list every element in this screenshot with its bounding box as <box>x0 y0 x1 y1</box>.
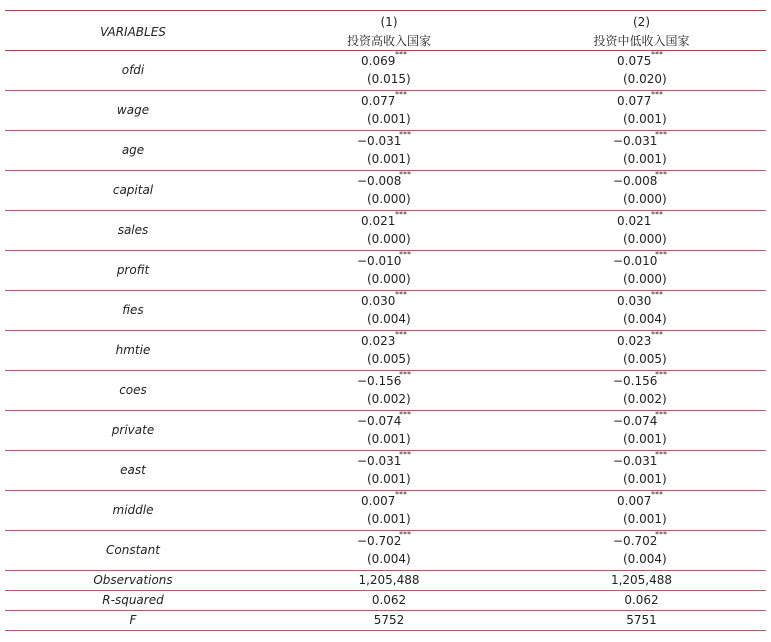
coefficient: −0.010 <box>613 254 658 268</box>
table-row <box>5 490 766 530</box>
col2-cell <box>517 130 766 170</box>
stat-value: 0.062 <box>371 593 407 607</box>
stat-row <box>5 590 766 610</box>
significance-stars: *** <box>655 130 667 139</box>
standard-error: (0.004) <box>367 552 411 566</box>
coefficient: 0.075 <box>617 54 652 68</box>
standard-error: (0.002) <box>623 392 667 406</box>
col2-cell <box>517 330 766 370</box>
significance-stars: *** <box>655 170 667 179</box>
standard-error: (0.005) <box>623 352 667 366</box>
standard-error: (0.001) <box>623 432 667 446</box>
significance-stars: *** <box>399 250 411 259</box>
coefficient: −0.074 <box>613 414 658 428</box>
stat-name: Observations <box>93 573 173 587</box>
standard-error: (0.001) <box>367 432 411 446</box>
standard-error: (0.015) <box>367 72 411 86</box>
col1-cell <box>261 50 517 90</box>
standard-error: (0.001) <box>367 112 411 126</box>
col1-cell <box>261 450 517 490</box>
significance-stars: *** <box>395 50 407 59</box>
col1-title: 投资高收入国家 <box>346 34 431 48</box>
variable-name: sales <box>117 223 149 237</box>
col1-cell <box>261 170 517 210</box>
significance-stars: *** <box>651 50 663 59</box>
significance-stars: *** <box>395 330 407 339</box>
standard-error: (0.002) <box>367 392 411 406</box>
coefficient: 0.021 <box>617 214 652 228</box>
variable-name: ofdi <box>121 63 145 77</box>
col1-cell <box>261 490 517 530</box>
significance-stars: *** <box>655 530 667 539</box>
coefficient: −0.010 <box>357 254 402 268</box>
col2-cell <box>517 50 766 90</box>
stat-row <box>5 610 766 630</box>
standard-error: (0.000) <box>367 272 411 286</box>
standard-error: (0.001) <box>367 152 411 166</box>
table-row <box>5 210 766 250</box>
col1-cell <box>261 210 517 250</box>
col1-cell <box>261 530 517 570</box>
coefficient: 0.023 <box>617 334 652 348</box>
stat-value: 5751 <box>626 613 657 627</box>
table-row <box>5 290 766 330</box>
significance-stars: *** <box>655 250 667 259</box>
stat-row <box>5 570 766 590</box>
col2-cell <box>517 370 766 410</box>
significance-stars: *** <box>399 370 411 379</box>
col2-cell <box>517 90 766 130</box>
col1-cell <box>261 90 517 130</box>
stat-name: R-squared <box>102 593 164 607</box>
significance-stars: *** <box>655 450 667 459</box>
col1-cell <box>261 130 517 170</box>
significance-stars: *** <box>655 410 667 419</box>
significance-stars: *** <box>395 490 407 499</box>
col1-stat-cell <box>261 590 517 610</box>
coefficient: −0.156 <box>613 374 658 388</box>
col2-stat-cell <box>517 590 766 610</box>
col1-stat-cell <box>261 610 517 630</box>
coefficient: −0.031 <box>357 454 402 468</box>
col1-cell <box>261 410 517 450</box>
standard-error: (0.000) <box>367 232 411 246</box>
standard-error: (0.001) <box>623 152 667 166</box>
coefficient: 0.077 <box>361 94 396 108</box>
coefficient: −0.031 <box>357 134 402 148</box>
col1-stat-cell <box>261 570 517 590</box>
variable-name: profit <box>116 263 150 277</box>
variables-header: VARIABLES <box>100 25 166 39</box>
col2-title: 投资中低收入国家 <box>593 34 690 48</box>
stat-value: 1,205,488 <box>358 573 420 587</box>
stat-value: 0.062 <box>624 593 659 607</box>
significance-stars: *** <box>399 130 411 139</box>
table-row <box>5 250 766 290</box>
standard-error: (0.004) <box>623 312 667 326</box>
col2-cell <box>517 250 766 290</box>
coefficient: −0.702 <box>613 534 658 548</box>
significance-stars: *** <box>651 90 663 99</box>
coefficient: −0.702 <box>357 534 402 548</box>
table-row <box>5 530 766 570</box>
coefficient: −0.031 <box>613 454 658 468</box>
table-row <box>5 410 766 450</box>
col2-cell <box>517 290 766 330</box>
table-row <box>5 50 766 90</box>
coefficient: 0.069 <box>361 54 396 68</box>
coefficient: −0.031 <box>613 134 658 148</box>
standard-error: (0.000) <box>623 232 667 246</box>
coefficient: −0.156 <box>357 374 402 388</box>
stat-value: 1,205,488 <box>610 573 673 587</box>
significance-stars: *** <box>399 530 411 539</box>
significance-stars: *** <box>655 370 667 379</box>
stat-name: F <box>129 613 137 627</box>
col1-cell <box>261 290 517 330</box>
coefficient: −0.008 <box>613 174 658 188</box>
table-row <box>5 130 766 170</box>
standard-error: (0.001) <box>623 112 667 126</box>
col1-cell <box>261 370 517 410</box>
variable-name: coes <box>119 383 147 397</box>
standard-error: (0.000) <box>623 192 667 206</box>
coefficient: 0.077 <box>617 94 652 108</box>
table-row <box>5 90 766 130</box>
col2-stat-cell <box>517 570 766 590</box>
col2-cell <box>517 490 766 530</box>
col2-header <box>517 10 766 50</box>
col1-cell <box>261 250 517 290</box>
standard-error: (0.004) <box>367 312 411 326</box>
col2-cell <box>517 530 766 570</box>
col2-cell <box>517 170 766 210</box>
variable-name: fies <box>122 303 144 317</box>
standard-error: (0.000) <box>623 272 667 286</box>
coefficient: 0.007 <box>617 494 652 508</box>
col2-cell <box>517 450 766 490</box>
coefficient: 0.030 <box>617 294 652 308</box>
variable-name: capital <box>112 183 154 197</box>
standard-error: (0.000) <box>367 192 411 206</box>
variable-name: Constant <box>106 543 160 557</box>
significance-stars: *** <box>395 290 407 299</box>
significance-stars: *** <box>399 170 411 179</box>
coefficient: 0.021 <box>361 214 396 228</box>
variable-name: hmtie <box>115 343 151 357</box>
table-row <box>5 170 766 210</box>
col2-cell <box>517 410 766 450</box>
coefficient: 0.023 <box>361 334 396 348</box>
col1-cell <box>261 330 517 370</box>
significance-stars: *** <box>651 330 663 339</box>
stat-value: 5752 <box>373 613 405 627</box>
table-row <box>5 450 766 490</box>
standard-error: (0.001) <box>623 472 667 486</box>
coefficient: 0.007 <box>361 494 396 508</box>
standard-error: (0.001) <box>367 512 411 526</box>
variable-name: private <box>111 423 155 437</box>
col2-number: (2) <box>633 15 650 29</box>
coefficient: −0.074 <box>357 414 402 428</box>
standard-error: (0.004) <box>623 552 667 566</box>
significance-stars: *** <box>651 210 663 219</box>
col2-stat-cell <box>517 610 766 630</box>
col2-cell <box>517 210 766 250</box>
significance-stars: *** <box>399 450 411 459</box>
table-row <box>5 330 766 370</box>
coefficient: 0.030 <box>361 294 396 308</box>
row-rule <box>5 630 766 631</box>
significance-stars: *** <box>651 490 663 499</box>
variable-name: east <box>120 463 146 477</box>
significance-stars: *** <box>395 90 407 99</box>
col1-header <box>261 10 517 50</box>
header-row <box>5 10 766 50</box>
col1-number: (1) <box>380 15 398 29</box>
standard-error: (0.005) <box>367 352 411 366</box>
table-row <box>5 370 766 410</box>
significance-stars: *** <box>651 290 663 299</box>
significance-stars: *** <box>395 210 407 219</box>
variable-name: middle <box>112 503 154 517</box>
standard-error: (0.001) <box>623 512 667 526</box>
standard-error: (0.020) <box>623 72 667 86</box>
significance-stars: *** <box>399 410 411 419</box>
coefficient: −0.008 <box>357 174 402 188</box>
variable-name: age <box>121 143 145 157</box>
standard-error: (0.001) <box>367 472 411 486</box>
variable-name: wage <box>116 103 150 117</box>
